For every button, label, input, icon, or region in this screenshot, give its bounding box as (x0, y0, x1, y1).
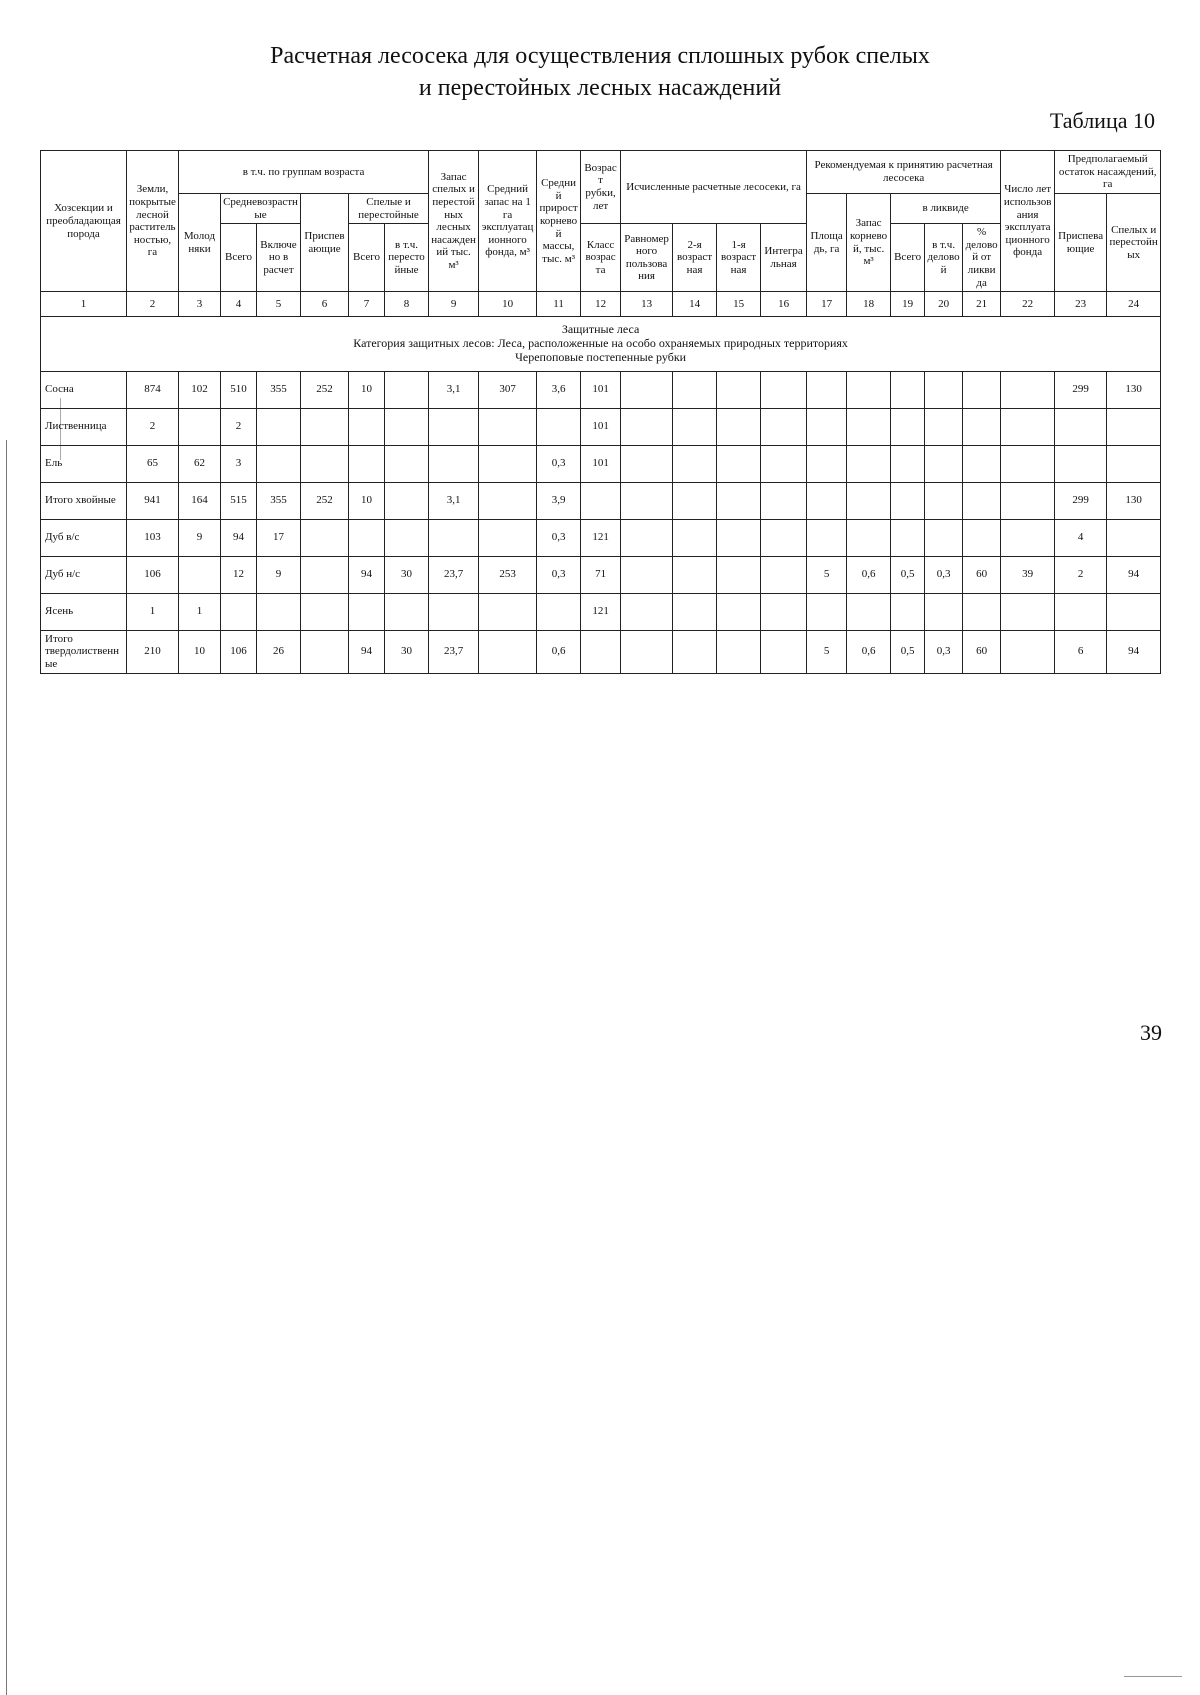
section-label (41, 317, 1161, 371)
column-number: 5 (257, 292, 301, 317)
header-cell: Запас спелых и перестойных лесных насаждений тыс. м³ (429, 151, 479, 292)
table-cell (429, 593, 479, 630)
table-cell: 121 (581, 519, 621, 556)
table-cell (385, 408, 429, 445)
header-cell: 2-я возрастная (673, 224, 717, 292)
table-cell (807, 408, 847, 445)
table-cell (621, 482, 673, 519)
header-cell: Площадь, га (807, 193, 847, 291)
title-line-1: Расчетная лесосека для осуществления сплошных рубок спелых (270, 43, 930, 69)
header-cell: Молодняки (179, 193, 221, 291)
row-label: Сосна (41, 371, 127, 408)
scan-margin-line (6, 440, 7, 1695)
table-cell (807, 445, 847, 482)
table-cell (349, 593, 385, 630)
table-cell: 941 (127, 482, 179, 519)
header-group-ischisl: Исчисленные расчетные лесосеки, га (621, 151, 807, 224)
table-cell: 23,7 (429, 630, 479, 673)
table-cell (385, 519, 429, 556)
section-category: Категория защитных лесов: Леса, расположенные на особо охраняемых природных территориях (353, 336, 848, 351)
forest-table (40, 150, 1161, 674)
table-cell: 0,5 (891, 556, 925, 593)
table-cell (963, 408, 1001, 445)
table-cell (847, 482, 891, 519)
table-cell (1107, 593, 1161, 630)
title-line-2: и перестойных лесных насаждений (418, 75, 782, 101)
table-cell: 1 (179, 593, 221, 630)
header-cell: Средний запас на 1 га эксплуатационного фонда, м³ (479, 151, 537, 292)
table-cell (257, 445, 301, 482)
column-number: 12 (581, 292, 621, 317)
header-group-spelye: Спелые и перестойные (349, 193, 429, 223)
table-cell (717, 371, 761, 408)
section-cut-type: Черепоповые постепенные рубки (515, 350, 687, 364)
table-cell: 94 (349, 630, 385, 673)
table-cell (537, 408, 581, 445)
table-cell: 252 (301, 371, 349, 408)
table-cell (1001, 519, 1055, 556)
table-cell: 1 (127, 593, 179, 630)
table-cell: 26 (257, 630, 301, 673)
table-cell: 2 (1055, 556, 1107, 593)
table-cell (717, 482, 761, 519)
table-cell (429, 445, 479, 482)
table-cell (925, 445, 963, 482)
header-cell: Число лет использования эксплуатационного фонда (1001, 151, 1055, 292)
table-cell: 355 (257, 482, 301, 519)
table-row (41, 519, 1161, 556)
table-cell (963, 593, 1001, 630)
table-cell (621, 593, 673, 630)
page-title (40, 40, 1160, 104)
table-cell (891, 371, 925, 408)
column-number-row (41, 292, 1161, 317)
table-row (41, 408, 1161, 445)
column-number: 24 (1107, 292, 1161, 317)
table-cell (621, 630, 673, 673)
table-cell: 101 (581, 408, 621, 445)
table-cell (385, 593, 429, 630)
table-cell: 5 (807, 630, 847, 673)
section-row (41, 317, 1161, 371)
table-cell: 0,3 (537, 556, 581, 593)
table-cell: 121 (581, 593, 621, 630)
table-cell (847, 519, 891, 556)
table-cell (1001, 371, 1055, 408)
table-cell (891, 482, 925, 519)
header-cell: Интегральная (761, 224, 807, 292)
table-cell (479, 593, 537, 630)
table-cell (673, 556, 717, 593)
header-cell: Спелых и перестойных (1107, 193, 1161, 291)
table-cell: 10 (349, 482, 385, 519)
table-cell (621, 408, 673, 445)
table-cell (1001, 630, 1055, 673)
section-title: Защитные леса (561, 322, 640, 337)
table-cell: 23,7 (429, 556, 479, 593)
table-cell: 103 (127, 519, 179, 556)
table-cell (429, 519, 479, 556)
table-cell (807, 593, 847, 630)
table-cell: 0,6 (847, 630, 891, 673)
table-row (41, 556, 1161, 593)
table-cell: 9 (179, 519, 221, 556)
table-cell (807, 371, 847, 408)
table-cell (179, 556, 221, 593)
table-cell (1107, 445, 1161, 482)
table-row (41, 445, 1161, 482)
column-number: 19 (891, 292, 925, 317)
table-cell (847, 371, 891, 408)
table-cell (1001, 482, 1055, 519)
table-cell: 106 (221, 630, 257, 673)
table-cell (761, 371, 807, 408)
table-cell: 355 (257, 371, 301, 408)
column-number: 2 (127, 292, 179, 317)
table-cell (673, 519, 717, 556)
table-cell (891, 408, 925, 445)
table-cell: 62 (179, 445, 221, 482)
table-cell (301, 408, 349, 445)
table-cell: 164 (179, 482, 221, 519)
header-cell: Приспевающие (1055, 193, 1107, 291)
header-cell: Земли, покрытые лесной растительностью, га (127, 151, 179, 292)
data-rows (41, 371, 1161, 673)
table-cell: 12 (221, 556, 257, 593)
table-cell: 0,6 (847, 556, 891, 593)
column-number: 17 (807, 292, 847, 317)
header-cell: Включено в расчет (257, 224, 301, 292)
table-row (41, 593, 1161, 630)
table-cell (673, 630, 717, 673)
header-cell: в т.ч. деловой (925, 224, 963, 292)
header-cell: Класс возраста (581, 224, 621, 292)
table-cell (761, 556, 807, 593)
table-cell: 60 (963, 556, 1001, 593)
table-cell: 299 (1055, 482, 1107, 519)
table-cell (301, 593, 349, 630)
table-row (41, 371, 1161, 408)
table-cell (621, 519, 673, 556)
table-cell: 874 (127, 371, 179, 408)
table-cell: 6 (1055, 630, 1107, 673)
table-cell (301, 556, 349, 593)
table-cell: 510 (221, 371, 257, 408)
table-cell: 65 (127, 445, 179, 482)
table-cell (349, 408, 385, 445)
header-cell: Равномерного пользования (621, 224, 673, 292)
table-cell (479, 408, 537, 445)
table-cell: 307 (479, 371, 537, 408)
header-cell: Приспевающие (301, 193, 349, 291)
table-cell (1055, 593, 1107, 630)
header-cell: Запас корневой, тыс. м³ (847, 193, 891, 291)
table-cell: 130 (1107, 482, 1161, 519)
column-number: 15 (717, 292, 761, 317)
table-cell (673, 482, 717, 519)
row-label: Лиственница (41, 408, 127, 445)
table-cell (179, 408, 221, 445)
table-row (41, 482, 1161, 519)
column-number: 10 (479, 292, 537, 317)
table-cell (717, 445, 761, 482)
table-cell: 3 (221, 445, 257, 482)
table-cell (673, 408, 717, 445)
column-number: 9 (429, 292, 479, 317)
header-group-likvid: в ликвиде (891, 193, 1001, 223)
row-label: Дуб н/с (41, 556, 127, 593)
table-cell: 102 (179, 371, 221, 408)
table-cell (349, 445, 385, 482)
table-cell (301, 519, 349, 556)
table-cell: 4 (1055, 519, 1107, 556)
table-cell (891, 519, 925, 556)
table-cell: 10 (349, 371, 385, 408)
header-group-age: в т.ч. по группам возраста (179, 151, 429, 194)
header-cell: 1-я возрастная (717, 224, 761, 292)
column-number: 16 (761, 292, 807, 317)
column-number: 20 (925, 292, 963, 317)
table-cell (621, 556, 673, 593)
table-cell (673, 371, 717, 408)
table-cell: 0,3 (925, 630, 963, 673)
table-cell (847, 408, 891, 445)
table-cell (717, 630, 761, 673)
table-cell (1001, 408, 1055, 445)
header-cell: Всего (221, 224, 257, 292)
table-cell (925, 371, 963, 408)
column-number: 21 (963, 292, 1001, 317)
table-cell (925, 408, 963, 445)
header-group-vozrast: Возраст рубки, лет (581, 151, 621, 224)
table-cell (621, 371, 673, 408)
table-cell (717, 519, 761, 556)
table-cell (925, 593, 963, 630)
table-cell: 3,9 (537, 482, 581, 519)
table-cell: 94 (349, 556, 385, 593)
table-cell: 2 (221, 408, 257, 445)
row-label: Ясень (41, 593, 127, 630)
table-cell: 5 (807, 556, 847, 593)
column-number: 18 (847, 292, 891, 317)
table-cell: 3,6 (537, 371, 581, 408)
table-cell: 0,6 (537, 630, 581, 673)
table-cell: 0,5 (891, 630, 925, 673)
table-cell (761, 482, 807, 519)
table-cell (673, 445, 717, 482)
table-cell (621, 445, 673, 482)
table-cell (717, 556, 761, 593)
column-number: 3 (179, 292, 221, 317)
table-cell (349, 519, 385, 556)
table-cell (925, 482, 963, 519)
column-number: 23 (1055, 292, 1107, 317)
table-cell (717, 408, 761, 445)
table-cell (581, 482, 621, 519)
table-cell (761, 630, 807, 673)
table-cell: 210 (127, 630, 179, 673)
header-cell: Всего (891, 224, 925, 292)
column-number: 22 (1001, 292, 1055, 317)
table-cell (925, 519, 963, 556)
table-cell (257, 593, 301, 630)
table-cell: 0,3 (537, 445, 581, 482)
header-group-ostatok: Предполагаемый остаток насаждений, га (1055, 151, 1161, 194)
table-cell (963, 445, 1001, 482)
table-cell (385, 371, 429, 408)
table-cell (963, 482, 1001, 519)
table-cell: 130 (1107, 371, 1161, 408)
column-number: 4 (221, 292, 257, 317)
table-cell: 299 (1055, 371, 1107, 408)
table-cell: 60 (963, 630, 1001, 673)
table-cell (1055, 445, 1107, 482)
table-cell: 106 (127, 556, 179, 593)
header-cell: Хозсекции и преобладающая порода (41, 151, 127, 292)
table-cell: 9 (257, 556, 301, 593)
table-cell: 3,1 (429, 482, 479, 519)
table-cell (807, 519, 847, 556)
table-cell: 0,3 (925, 556, 963, 593)
table-cell (761, 593, 807, 630)
table-cell: 253 (479, 556, 537, 593)
table-cell (385, 482, 429, 519)
table-cell (963, 371, 1001, 408)
column-number: 6 (301, 292, 349, 317)
table-cell (479, 630, 537, 673)
table-cell (673, 593, 717, 630)
table-cell (301, 445, 349, 482)
table-cell: 515 (221, 482, 257, 519)
table-caption: Таблица 10 (1049, 108, 1155, 133)
page-number: 39 (1140, 1020, 1162, 1045)
table-cell (257, 408, 301, 445)
table-cell (717, 593, 761, 630)
table-cell (847, 445, 891, 482)
table-cell: 3,1 (429, 371, 479, 408)
row-label: Ель (41, 445, 127, 482)
column-number: 11 (537, 292, 581, 317)
column-number: 13 (621, 292, 673, 317)
table-cell (581, 630, 621, 673)
table-cell: 252 (301, 482, 349, 519)
header-group-sredne: Средневозрастные (221, 193, 301, 223)
header-cell: Средний прирост корневой массы, тыс. м³ (537, 151, 581, 292)
column-number: 8 (385, 292, 429, 317)
column-number: 14 (673, 292, 717, 317)
table-cell: 101 (581, 445, 621, 482)
table-row (41, 630, 1161, 673)
header-group-recom: Рекомендуемая к принятию расчетная лесосека (807, 151, 1001, 194)
table-cell (761, 519, 807, 556)
table-cell: 94 (1107, 556, 1161, 593)
table-cell: 94 (221, 519, 257, 556)
table-cell: 101 (581, 371, 621, 408)
table-cell (221, 593, 257, 630)
table-cell (537, 593, 581, 630)
table-cell (479, 519, 537, 556)
table-cell (1107, 408, 1161, 445)
table-cell: 10 (179, 630, 221, 673)
table-cell (761, 445, 807, 482)
table-cell: 71 (581, 556, 621, 593)
table-cell: 0,3 (537, 519, 581, 556)
column-number: 7 (349, 292, 385, 317)
table-cell: 30 (385, 556, 429, 593)
header-cell: в т.ч. перестойные (385, 224, 429, 292)
table-cell: 2 (127, 408, 179, 445)
row-label: Дуб в/с (41, 519, 127, 556)
table-cell (1107, 519, 1161, 556)
table-cell (385, 445, 429, 482)
table-cell (847, 593, 891, 630)
table-cell: 94 (1107, 630, 1161, 673)
table-cell (761, 408, 807, 445)
header-cell: % деловой от ликвида (963, 224, 1001, 292)
table-cell (1001, 445, 1055, 482)
column-number: 1 (41, 292, 127, 317)
row-label: Итого хвойные (41, 482, 127, 519)
table-cell: 30 (385, 630, 429, 673)
row-label: Итого твердолиственные (41, 630, 127, 673)
table-cell (1001, 593, 1055, 630)
table-cell (891, 593, 925, 630)
table-cell (479, 445, 537, 482)
header-cell: Всего (349, 224, 385, 292)
table-cell (301, 630, 349, 673)
table-cell: 17 (257, 519, 301, 556)
table-cell (891, 445, 925, 482)
scan-corner-mark (1124, 1676, 1182, 1677)
table-cell: 39 (1001, 556, 1055, 593)
table-cell (429, 408, 479, 445)
table-cell (963, 519, 1001, 556)
table-cell (807, 482, 847, 519)
table-cell (1055, 408, 1107, 445)
table-cell (479, 482, 537, 519)
